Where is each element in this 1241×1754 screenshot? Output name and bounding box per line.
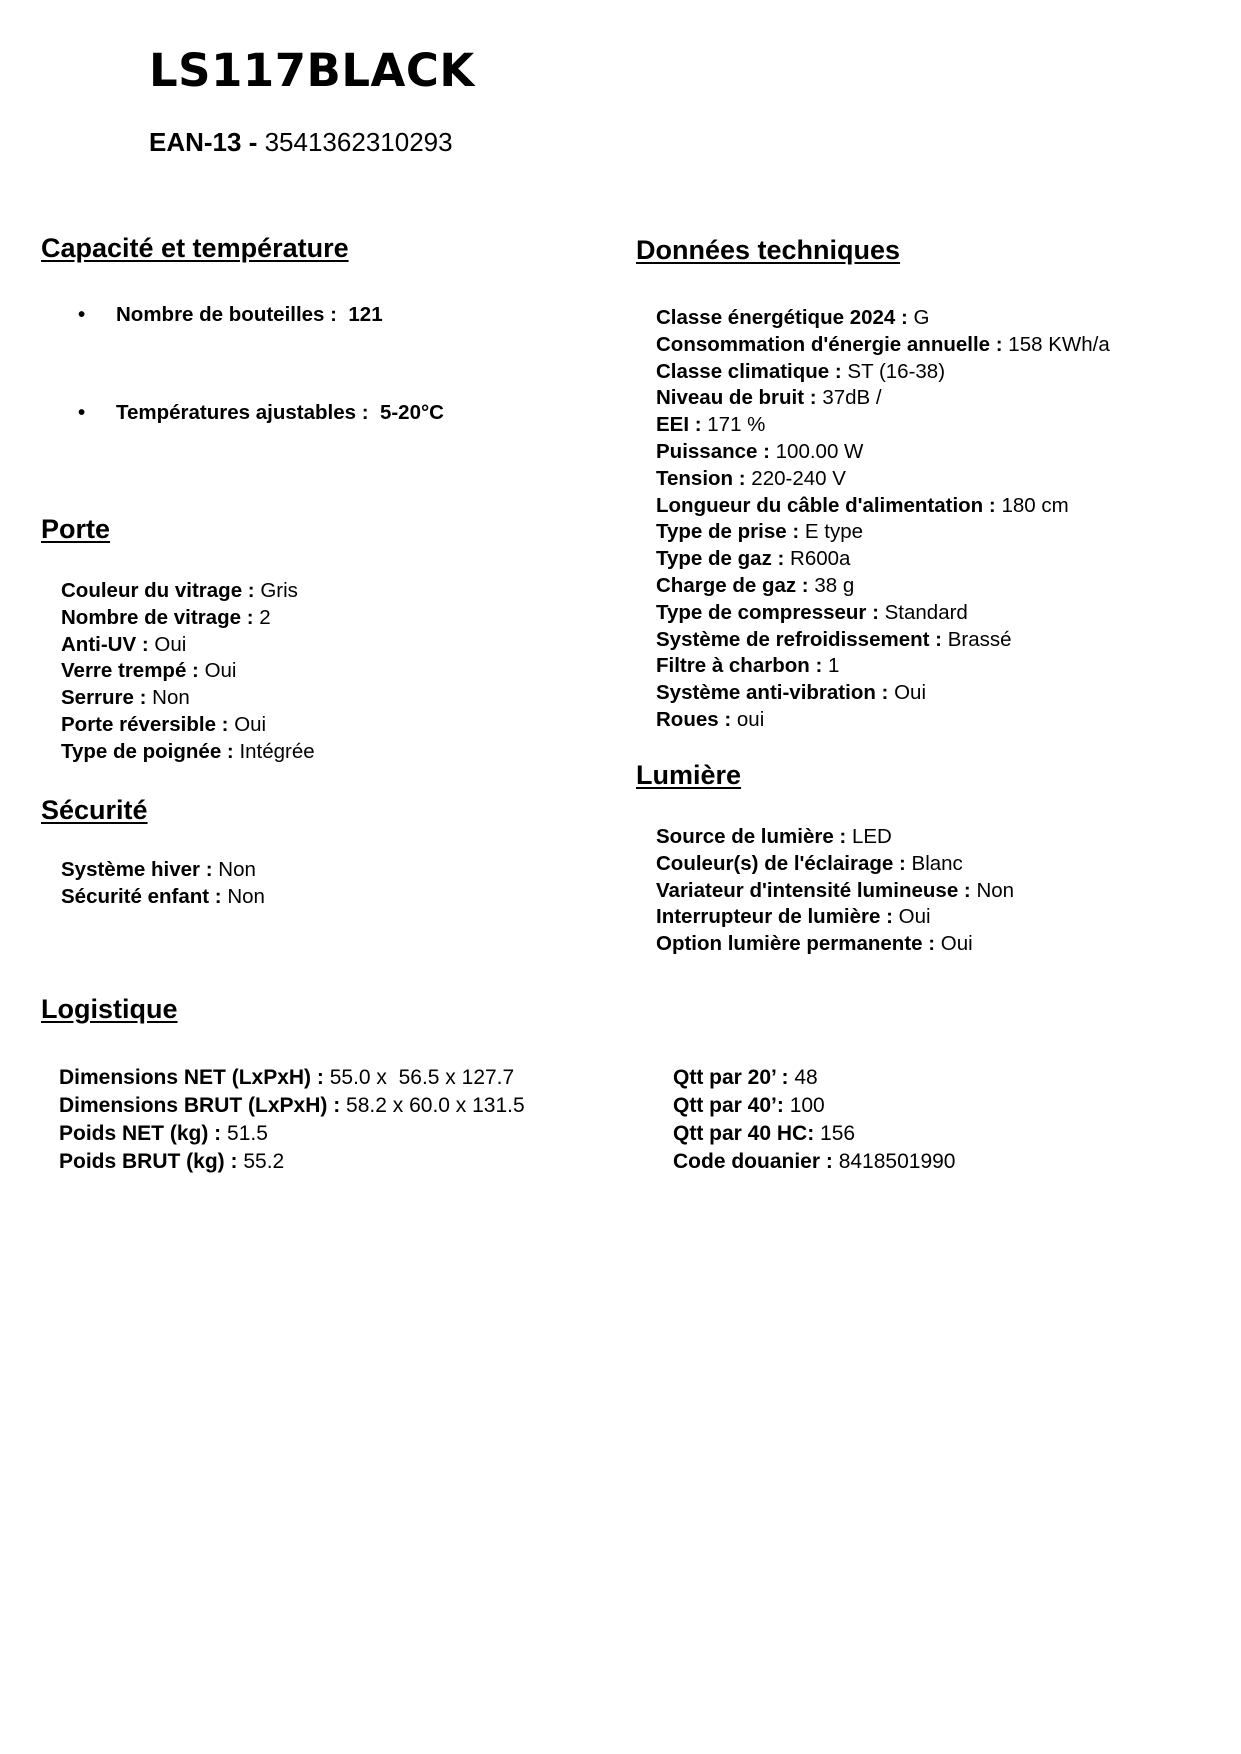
spec-row bbox=[61, 605, 315, 632]
spec-row bbox=[656, 573, 1110, 600]
spec-value: 58.2 x 60.0 x 131.5 bbox=[346, 1094, 525, 1117]
spec-label: Qtt par 20’ : bbox=[673, 1066, 789, 1089]
spec-row bbox=[673, 1148, 955, 1176]
spec-row bbox=[61, 685, 315, 712]
spec-label: Filtre à charbon : bbox=[656, 654, 823, 678]
bullet-icon: • bbox=[78, 303, 86, 326]
spec-label: Classe climatique : bbox=[656, 359, 842, 383]
temperature-range-value: 5-20°C bbox=[379, 401, 444, 424]
spec-value: 55.2 bbox=[243, 1150, 285, 1173]
spec-label: Type de prise : bbox=[656, 520, 800, 544]
spec-label: Sécurité enfant : bbox=[61, 884, 222, 908]
spec-label: Charge de gaz : bbox=[656, 573, 809, 597]
spec-row bbox=[656, 466, 1110, 493]
spec-value: Blanc bbox=[911, 851, 963, 875]
spec-label: Verre trempé : bbox=[61, 659, 199, 683]
spec-row bbox=[61, 857, 265, 884]
temperature-range-item bbox=[78, 401, 444, 425]
spec-label: Option lumière permanente : bbox=[656, 932, 936, 956]
spec-row bbox=[61, 884, 265, 911]
spec-row bbox=[656, 305, 1110, 332]
spec-label: Type de gaz : bbox=[656, 547, 785, 571]
spec-row bbox=[61, 658, 315, 685]
spec-value: 37dB / bbox=[822, 386, 882, 410]
ean-line bbox=[149, 127, 453, 158]
spec-label: Type de poignée : bbox=[61, 739, 234, 763]
door-heading: Porte bbox=[41, 514, 111, 544]
spec-label: Longueur du câble d'alimentation : bbox=[656, 493, 996, 517]
spec-value: Non bbox=[227, 884, 265, 908]
spec-row bbox=[656, 493, 1110, 520]
spec-label: Couleur du vitrage : bbox=[61, 579, 255, 602]
spec-row bbox=[656, 332, 1110, 359]
spec-value: oui bbox=[736, 707, 765, 731]
spec-row bbox=[673, 1092, 955, 1120]
spec-row bbox=[61, 712, 315, 739]
spec-row bbox=[656, 359, 1110, 386]
spec-label: Système hiver : bbox=[61, 858, 213, 881]
spec-row bbox=[61, 739, 315, 766]
spec-label: Couleur(s) de l'éclairage : bbox=[656, 851, 906, 875]
spec-label: Variateur d'intensité lumineuse : bbox=[656, 878, 971, 902]
security-specs bbox=[61, 857, 265, 911]
spec-row bbox=[656, 904, 1014, 931]
spec-value: Oui bbox=[940, 932, 973, 956]
spec-label: Niveau de bruit : bbox=[656, 386, 817, 410]
bullet-icon: • bbox=[78, 401, 86, 424]
light-specs bbox=[656, 824, 1014, 958]
spec-value: ST (16-38) bbox=[847, 359, 946, 383]
spec-value: 220-240 V bbox=[751, 466, 846, 490]
spec-label: Classe énergétique 2024 : bbox=[656, 306, 908, 329]
spec-row bbox=[656, 439, 1110, 466]
spec-value: 8418501990 bbox=[838, 1150, 956, 1173]
spec-value: Non bbox=[218, 858, 256, 881]
bottle-count-label: Nombre de bouteilles : bbox=[116, 303, 337, 326]
spec-label: Consommation d'énergie annuelle : bbox=[656, 332, 1003, 356]
spec-value: Oui bbox=[894, 681, 926, 705]
spec-label: Tension : bbox=[656, 466, 746, 490]
spec-label: Dimensions BRUT (LxPxH) : bbox=[59, 1094, 341, 1117]
spec-label: Roues : bbox=[656, 707, 732, 731]
spec-value: 1 bbox=[828, 654, 840, 678]
spec-value: Non bbox=[152, 686, 190, 710]
spec-label: Puissance : bbox=[656, 439, 770, 463]
spec-row bbox=[656, 412, 1110, 439]
spec-value: 38 g bbox=[814, 573, 855, 597]
spec-value: R600a bbox=[790, 547, 851, 571]
spec-row bbox=[61, 578, 315, 605]
spec-label: Poids NET (kg) : bbox=[59, 1122, 222, 1145]
spec-value: Intégrée bbox=[239, 739, 315, 763]
spec-value: Oui bbox=[898, 905, 931, 929]
spec-row bbox=[656, 824, 1014, 851]
spec-value: LED bbox=[851, 825, 892, 848]
bottle-count-value: 121 bbox=[348, 303, 383, 326]
spec-value: 156 bbox=[820, 1122, 856, 1145]
spec-label: Anti-UV : bbox=[61, 632, 149, 656]
spec-row bbox=[656, 546, 1110, 573]
temperature-range-label: Températures ajustables : bbox=[116, 401, 369, 424]
technical-specs bbox=[656, 305, 1110, 734]
spec-value: E type bbox=[804, 520, 863, 544]
spec-label: Type de compresseur : bbox=[656, 600, 879, 624]
security-heading: Sécurité bbox=[41, 795, 148, 825]
spec-label: Dimensions NET (LxPxH) : bbox=[59, 1066, 324, 1089]
spec-value: 2 bbox=[259, 605, 271, 629]
spec-label: Poids BRUT (kg) : bbox=[59, 1150, 238, 1173]
spec-label: Serrure : bbox=[61, 686, 147, 710]
spec-row bbox=[656, 519, 1110, 546]
spec-row bbox=[656, 680, 1110, 707]
spec-value: Non bbox=[976, 878, 1015, 902]
spec-label: Source de lumière : bbox=[656, 825, 847, 848]
capacity-heading: Capacité et température bbox=[41, 233, 349, 263]
product-model-title: LS117BLACK bbox=[149, 44, 475, 97]
spec-value: Standard bbox=[884, 600, 968, 624]
spec-row bbox=[656, 653, 1110, 680]
spec-row bbox=[673, 1064, 955, 1092]
spec-row bbox=[656, 707, 1110, 734]
spec-value: G bbox=[913, 306, 930, 329]
spec-row bbox=[656, 851, 1014, 878]
spec-value: 180 cm bbox=[1001, 493, 1069, 517]
spec-value: 158 KWh/a bbox=[1008, 332, 1110, 356]
logistics-heading: Logistique bbox=[41, 994, 178, 1024]
spec-label: Système anti-vibration : bbox=[656, 681, 889, 705]
spec-value: 51.5 bbox=[227, 1122, 268, 1145]
spec-value: 55.0 x 56.5 x 127.7 bbox=[329, 1066, 515, 1089]
spec-label: EEI : bbox=[656, 413, 702, 437]
ean-value: 3541362310293 bbox=[264, 127, 453, 157]
spec-value: 48 bbox=[794, 1066, 818, 1089]
spec-row bbox=[59, 1148, 525, 1176]
spec-label: Qtt par 40 HC: bbox=[673, 1122, 815, 1145]
logistics-specs-left bbox=[59, 1064, 525, 1176]
bottle-count-item bbox=[78, 303, 383, 327]
spec-row bbox=[656, 931, 1014, 958]
spec-value: Oui bbox=[204, 659, 237, 683]
spec-row bbox=[61, 632, 315, 659]
spec-value: Brassé bbox=[947, 627, 1012, 651]
spec-row bbox=[59, 1064, 525, 1092]
door-specs bbox=[61, 578, 315, 766]
spec-label: Porte réversible : bbox=[61, 712, 229, 736]
spec-value: 100 bbox=[789, 1094, 825, 1117]
spec-label: Système de refroidissement : bbox=[656, 627, 942, 651]
spec-value: Gris bbox=[260, 579, 298, 602]
spec-row bbox=[656, 385, 1110, 412]
spec-row bbox=[59, 1120, 525, 1148]
logistics-specs-right bbox=[673, 1064, 955, 1176]
spec-row bbox=[59, 1092, 525, 1120]
spec-value: Oui bbox=[154, 632, 187, 656]
spec-label: Qtt par 40’: bbox=[673, 1094, 784, 1117]
spec-row bbox=[656, 627, 1110, 654]
ean-label: EAN-13 - bbox=[149, 127, 258, 157]
spec-row bbox=[656, 600, 1110, 627]
light-heading: Lumière bbox=[636, 760, 742, 790]
spec-row bbox=[673, 1120, 955, 1148]
spec-label: Interrupteur de lumière : bbox=[656, 905, 893, 929]
spec-row bbox=[656, 878, 1014, 905]
spec-label: Nombre de vitrage : bbox=[61, 605, 254, 629]
technical-heading: Données techniques bbox=[636, 235, 901, 265]
spec-value: 100.00 W bbox=[775, 439, 864, 463]
spec-value: Oui bbox=[234, 712, 267, 736]
spec-label: Code douanier : bbox=[673, 1150, 833, 1173]
spec-value: 171 % bbox=[707, 413, 766, 437]
